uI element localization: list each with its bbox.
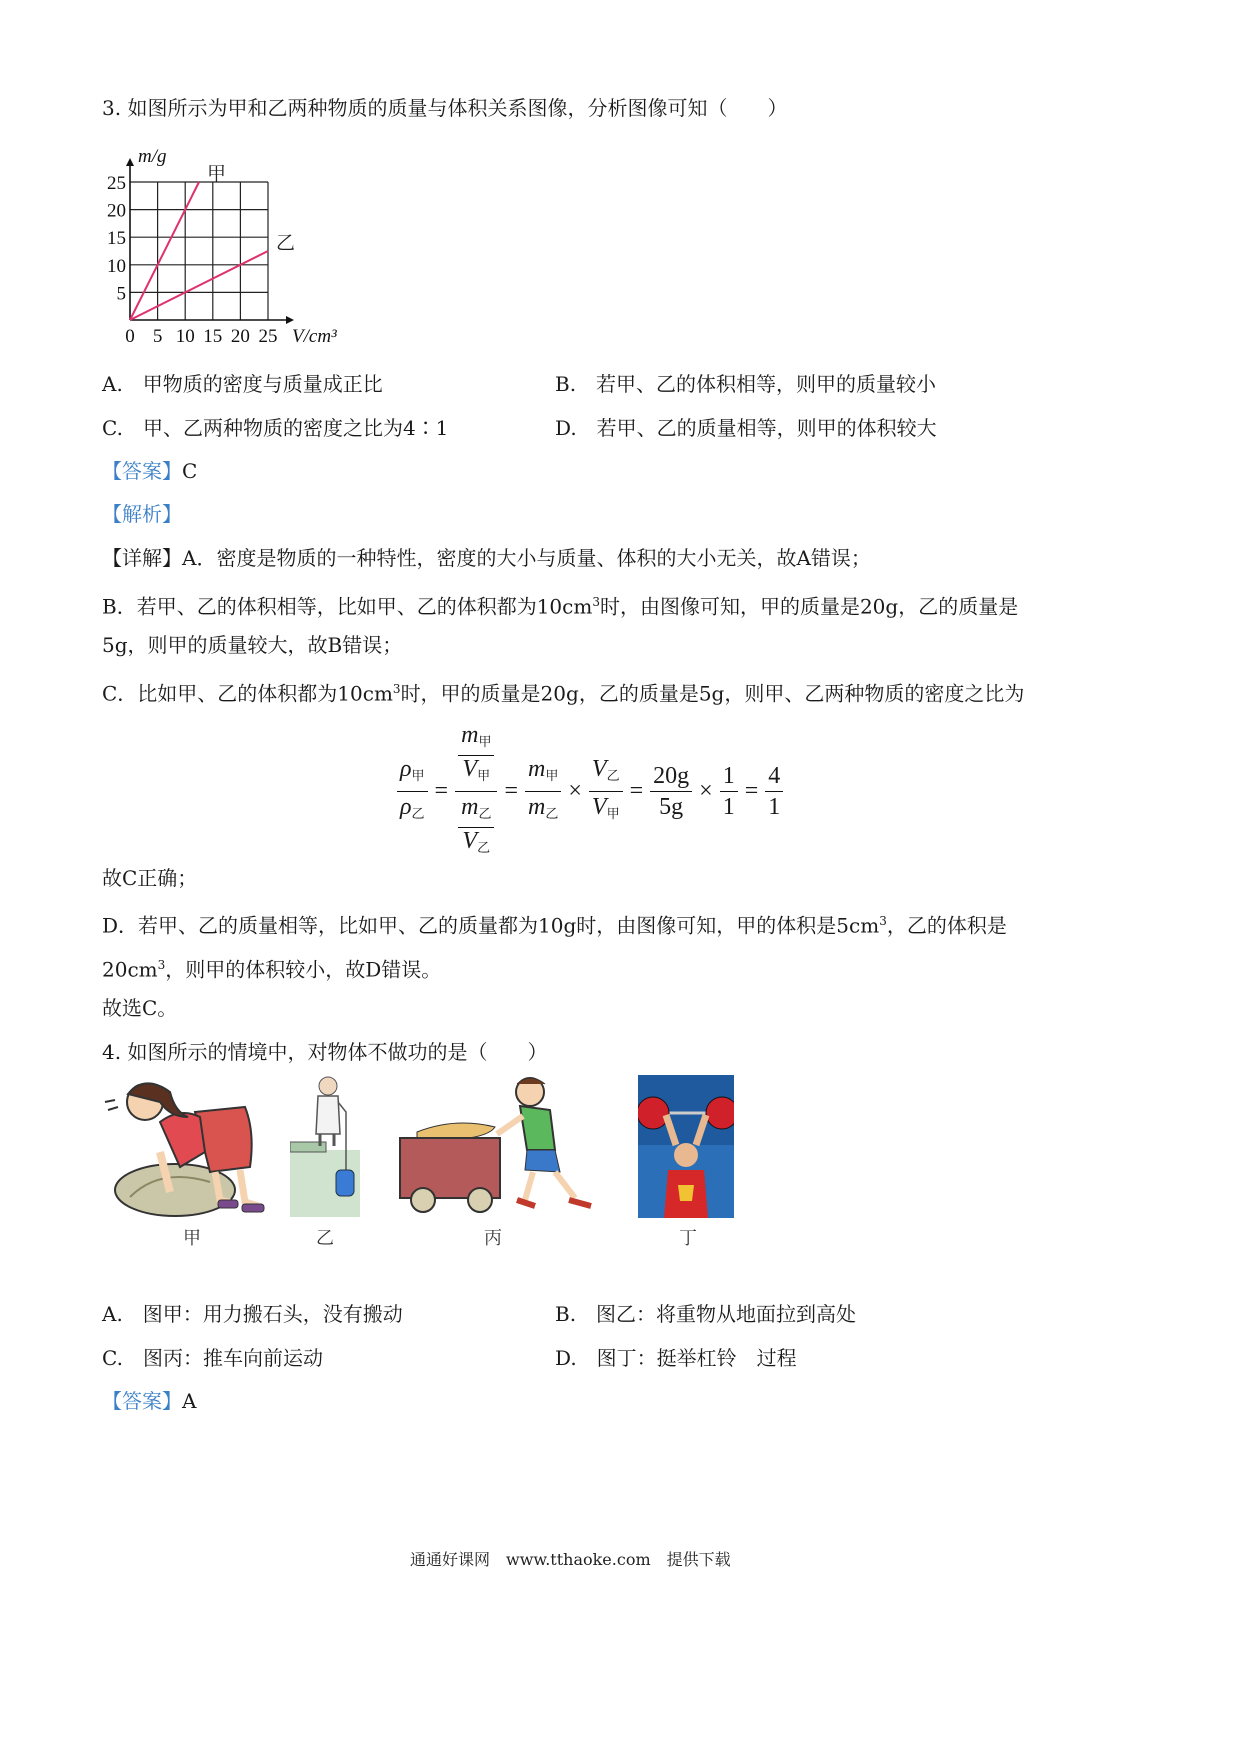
q3-detail-d-line1	[102, 907, 1007, 940]
answer-tag: 【答案】	[102, 1389, 182, 1413]
jia-subscript: 甲	[606, 806, 620, 821]
q3-option-b: B. 若甲、乙的体积相等，则甲的质量较小	[555, 372, 937, 396]
q3-detail-c-end: 故C正确；	[102, 866, 198, 890]
x-axis-arrow	[286, 316, 294, 324]
detail-a-text: A．密度是物质的一种特性，密度的大小与质量、体积的大小无关，故A错误；	[182, 546, 871, 570]
y-tick-label: 15	[107, 228, 126, 250]
mass-ratio	[525, 754, 561, 829]
jia-subscript: 甲	[477, 768, 491, 783]
mass-20g: 20g	[650, 761, 692, 792]
caption-yi: 乙	[316, 1228, 334, 1249]
boy-pushing-cart-illustration	[395, 1072, 610, 1220]
yi-subscript: 乙	[606, 768, 620, 783]
q3-conclusion: 故选C。	[102, 996, 178, 1020]
denominator-one: 1	[722, 794, 735, 820]
y-tick-label: 10	[107, 255, 126, 277]
q4-stem: 4. 如图所示的情境中，对物体不做功的是（ ）	[102, 1040, 548, 1064]
volume-ratio	[589, 754, 623, 829]
q3-option-d: D. 若甲、乙的质量相等，则甲的体积较大	[555, 416, 937, 440]
denominator-one: 1	[768, 794, 781, 820]
caption-bing: 丙	[484, 1228, 502, 1249]
detail-d2-pre: 20cm	[102, 957, 158, 982]
caption-ding: 丁	[679, 1228, 697, 1249]
equals-sign: =	[434, 778, 449, 804]
q4-option-d: D. 图丁：挺举杠铃 过程	[555, 1346, 797, 1370]
x-tick-label: 0	[125, 326, 135, 347]
equals-sign: =	[744, 778, 759, 804]
v-symbol: V	[462, 756, 478, 782]
caption-jia: 甲	[183, 1228, 201, 1249]
answer-value: C	[182, 459, 198, 483]
equals-sign: =	[629, 778, 644, 804]
m-symbol: m	[528, 794, 546, 820]
rho-symbol: ρ	[400, 794, 412, 820]
times-sign: ×	[568, 778, 582, 804]
jia-subscript: 甲	[478, 734, 492, 749]
x-tick-label: 25	[258, 326, 278, 347]
y-axis-arrow	[126, 158, 134, 166]
density-ratio-formula	[395, 722, 785, 861]
mass-5g: 5g	[659, 794, 684, 820]
m-symbol: m	[528, 756, 546, 782]
series-label: 乙	[276, 232, 296, 254]
answer-value: A	[182, 1389, 197, 1413]
detail-d-mid: ，乙的体积是	[886, 913, 1007, 938]
numerator-four: 4	[765, 761, 783, 792]
value-ratio	[650, 761, 692, 822]
rho-ratio	[397, 754, 428, 829]
q3-analysis-tag: 【解析】	[102, 502, 182, 526]
q3-detail-b-line1	[102, 588, 1018, 621]
one-ratio	[720, 761, 738, 822]
girl-lifting-rock-illustration	[100, 1072, 270, 1222]
y-tick-label: 25	[107, 173, 126, 194]
q3-detail-d-line2	[102, 951, 441, 984]
detail-b-pre: B．若甲、乙的体积相等，比如甲、乙的体积都为10cm	[102, 594, 593, 619]
m-symbol: m	[461, 794, 479, 820]
cube-sup: 3	[157, 958, 166, 972]
v-symbol: V	[591, 794, 607, 820]
q4-answer	[102, 1387, 196, 1415]
q3-detail-c-line	[102, 675, 1024, 708]
yi-subscript: 乙	[477, 840, 491, 855]
yi-subscript: 乙	[545, 806, 559, 821]
q3-stem: 3. 如图所示为甲和乙两种物质的质量与体积关系图像，分析图像可知（ ）	[102, 96, 788, 120]
equals-sign: =	[504, 778, 518, 804]
jia-subscript: 甲	[411, 768, 425, 783]
yi-subscript: 乙	[411, 806, 425, 821]
weightlifter-photo	[638, 1075, 734, 1218]
y-axis-label: m/g	[138, 146, 167, 167]
detail-c-post: 时，甲的质量是20g，乙的质量是5g，则甲、乙两种物质的密度之比为	[400, 681, 1025, 706]
old-man-pulling-weight-illustration	[290, 1072, 365, 1217]
mass-volume-chart	[100, 142, 360, 352]
q3-option-c: C. 甲、乙两种物质的密度之比为4∶1	[102, 416, 449, 440]
numerator-one: 1	[720, 761, 738, 792]
q3-detail-b-line2: 5g，则甲的质量较大，故B错误；	[102, 633, 403, 657]
jia-subscript: 甲	[545, 768, 559, 783]
chart-grid	[130, 182, 268, 320]
y-tick-label: 5	[116, 283, 126, 305]
q3-detail-a	[102, 544, 871, 572]
x-tick-label: 5	[152, 326, 163, 347]
answer-tag: 【答案】	[102, 459, 182, 483]
m-symbol: m	[461, 722, 479, 748]
y-tick-label: 20	[107, 200, 126, 222]
series-line	[130, 182, 199, 320]
page-footer: 通通好课网 www.tthaoke.com 提供下载	[410, 1550, 731, 1569]
v-symbol: V	[462, 828, 478, 854]
yi-subscript: 乙	[478, 806, 492, 821]
series-label: 甲	[207, 163, 227, 185]
chart-series	[130, 182, 268, 320]
cube-sup: 3	[879, 914, 887, 928]
q4-option-c: C. 图丙：推车向前运动	[102, 1346, 323, 1370]
result-ratio	[765, 761, 783, 822]
q3-answer	[102, 457, 197, 485]
detail-b-post: 时，由图像可知，甲的质量是20g，乙的质量是	[599, 594, 1019, 619]
chart-labels	[107, 146, 337, 347]
x-tick-label: 20	[230, 326, 250, 347]
cube-sup: 3	[592, 595, 600, 609]
q4-option-a: A. 图甲：用力搬石头，没有搬动	[102, 1302, 403, 1326]
detail-c-pre: C．比如甲、乙的体积都为10cm	[102, 681, 393, 706]
q3-option-a: A. 甲物质的密度与质量成正比	[102, 372, 383, 396]
detail-d-pre: D．若甲、乙的质量相等，比如甲、乙的质量都为10g时，由图像可知，甲的体积是5cm	[102, 913, 880, 938]
rho-symbol: ρ	[400, 756, 412, 782]
x-tick-label: 10	[175, 326, 195, 347]
compound-fraction	[455, 722, 497, 861]
series-line	[130, 251, 268, 320]
times-sign: ×	[699, 778, 713, 804]
v-symbol: V	[591, 756, 607, 782]
cube-sup: 3	[392, 682, 401, 696]
q4-option-b: B. 图乙：将重物从地面拉到高处	[555, 1302, 857, 1326]
x-tick-label: 15	[203, 326, 223, 347]
detail-d2-post: ，则甲的体积较小，故D错误。	[165, 957, 442, 982]
detail-tag: 【详解】	[102, 546, 182, 570]
x-axis-label: V/cm³	[292, 326, 337, 347]
